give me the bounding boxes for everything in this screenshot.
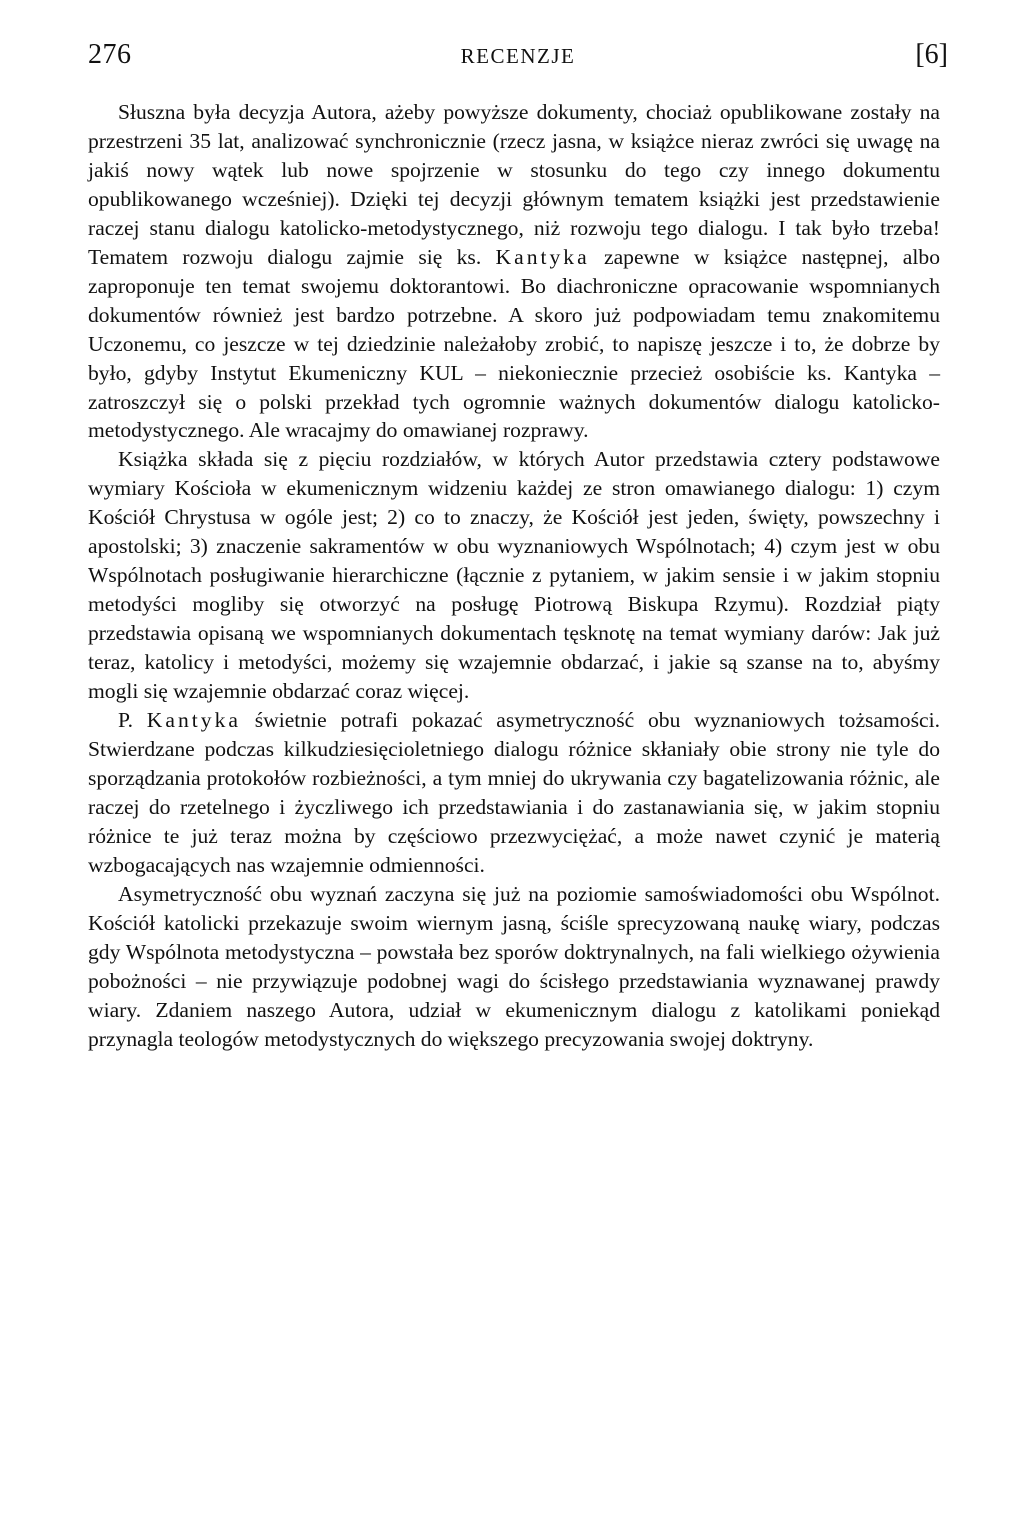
paragraph-1 [88,98,940,445]
running-header [88,38,948,78]
author-name-spaced: Kantyka [495,244,590,269]
paragraph-2: Książka składa się z pięciu rozdziałów, w których Autor przedstawia cztery podstawowe wymiary Kościoła w ekumenicznym widzeniu każdej ze stron omawianego dialogu: 1) czym Kościół Chrystusa w ogóle jest; 2) co to znaczy, że Kościół jest jeden, święty, powszechny i apostolski; 3) znaczenie sakramentów w obu wyznaniowych Wspólnotach; 4) czym jest w obu Wspólnotach posługiwanie hierarchiczne (łącznie z pytaniem, w jakim sensie i w jakim stopniu metodyści mogliby się otworzyć na posługę Piotrową Biskupa Rzymu). Rozdział piąty przedstawia opisaną we wspomnianych dokumentach tęsknotę na temat wymiany darów: Jak już teraz, katolicy i metodyści, możemy się wzajemnie obdarzać, i jakie są szanse na to, abyśmy mogli się wzajemnie obdarzać coraz więcej. [88,447,940,704]
paragraph-3-text-b: świetnie potrafi pokazać asymetryczność obu wyznaniowych tożsamości. Stwierdzane podczas kilkudziesięcioletniego dialogu różnice skłaniały obie strony nie tyle do sporządzania protokołów rozbieżności, a tym mniej do ukrywania czy bagatelizowania różnic, ale raczej do rzetelnego i życzliwego ich przedstawiania i do zastanawiania się, w jakim stopniu różnice te już teraz można by częściowo przezwyciężać, a może nawet czynić je materią wzbogacających nas wzajemnie odmienności. [88,708,940,877]
body-text [88,98,940,1053]
paragraph-3 [88,706,940,880]
running-section-title: RECENZJE [460,44,576,68]
paragraph-1-text-b: zapewne w książce następnej, albo zaproponuje ten temat swojemu doktorantowi. Bo diachroniczne opracowanie wspomnianych dokumentów również jest bardzo potrzebne. A skoro już podpowiadam temu znakomitemu Uczonemu, co jeszcze w tej dziedzinie należałoby zrobić, to napiszę jeszcze i to, że dobrze by było, gdyby Instytut Ekumeniczny KUL – niekoniecznie przecież osobiście ks. Kantyka – zatroszczył się o polski przekład tych ogromnie ważnych dokumentów dialogu katolicko-metodystycznego. Ale wracajmy do omawianej rozprawy. [88,244,940,443]
section-number: [6] [915,39,948,70]
paragraph-3-text-a: P. [118,708,147,733]
paragraph-4: Asymetryczność obu wyznań zaczyna się już na poziomie samoświadomości obu Wspólnot. Kościół katolicki przekazuje swoim wiernym jasną, ściśle sprecyzowaną naukę wiary, podczas gdy Wspólnota metodystyczna – powstała bez sporów doktrynalnych, na fali wielkiego ożywienia pobożności – nie przywiązuje podobnej wagi do ścisłego przedstawiania wyznawanej prawdy wiary. Zdaniem naszego Autora, udział w ekumenicznym dialogu z katolikami poniekąd przynagla teologów metodystycznych do większego precyzowania swojej doktryny. [88,881,940,1051]
page-number: 276 [88,39,132,70]
author-name-spaced: Kantyka [146,708,241,733]
paragraph-1-text-a: Słuszna była decyzja Autora, ażeby powyższe dokumenty, chociaż opublikowane zostały na przestrzeni 35 lat, analizować synchronicznie (rzecz jasna, w książce nieraz zwróci się uwagę na jakiś nowy wątek lub nowe spojrzenie w stosunku do tego czy innego dokumentu opublikowanego wcześniej). Dzięki tej decyzji głównym tematem książki jest przedstawienie raczej stanu dialogu katolicko-metodystycznego, niż rozwoju tego dialogu. I tak było trzeba! Tematem rozwoju dialogu zajmie się ks. [88,100,940,269]
